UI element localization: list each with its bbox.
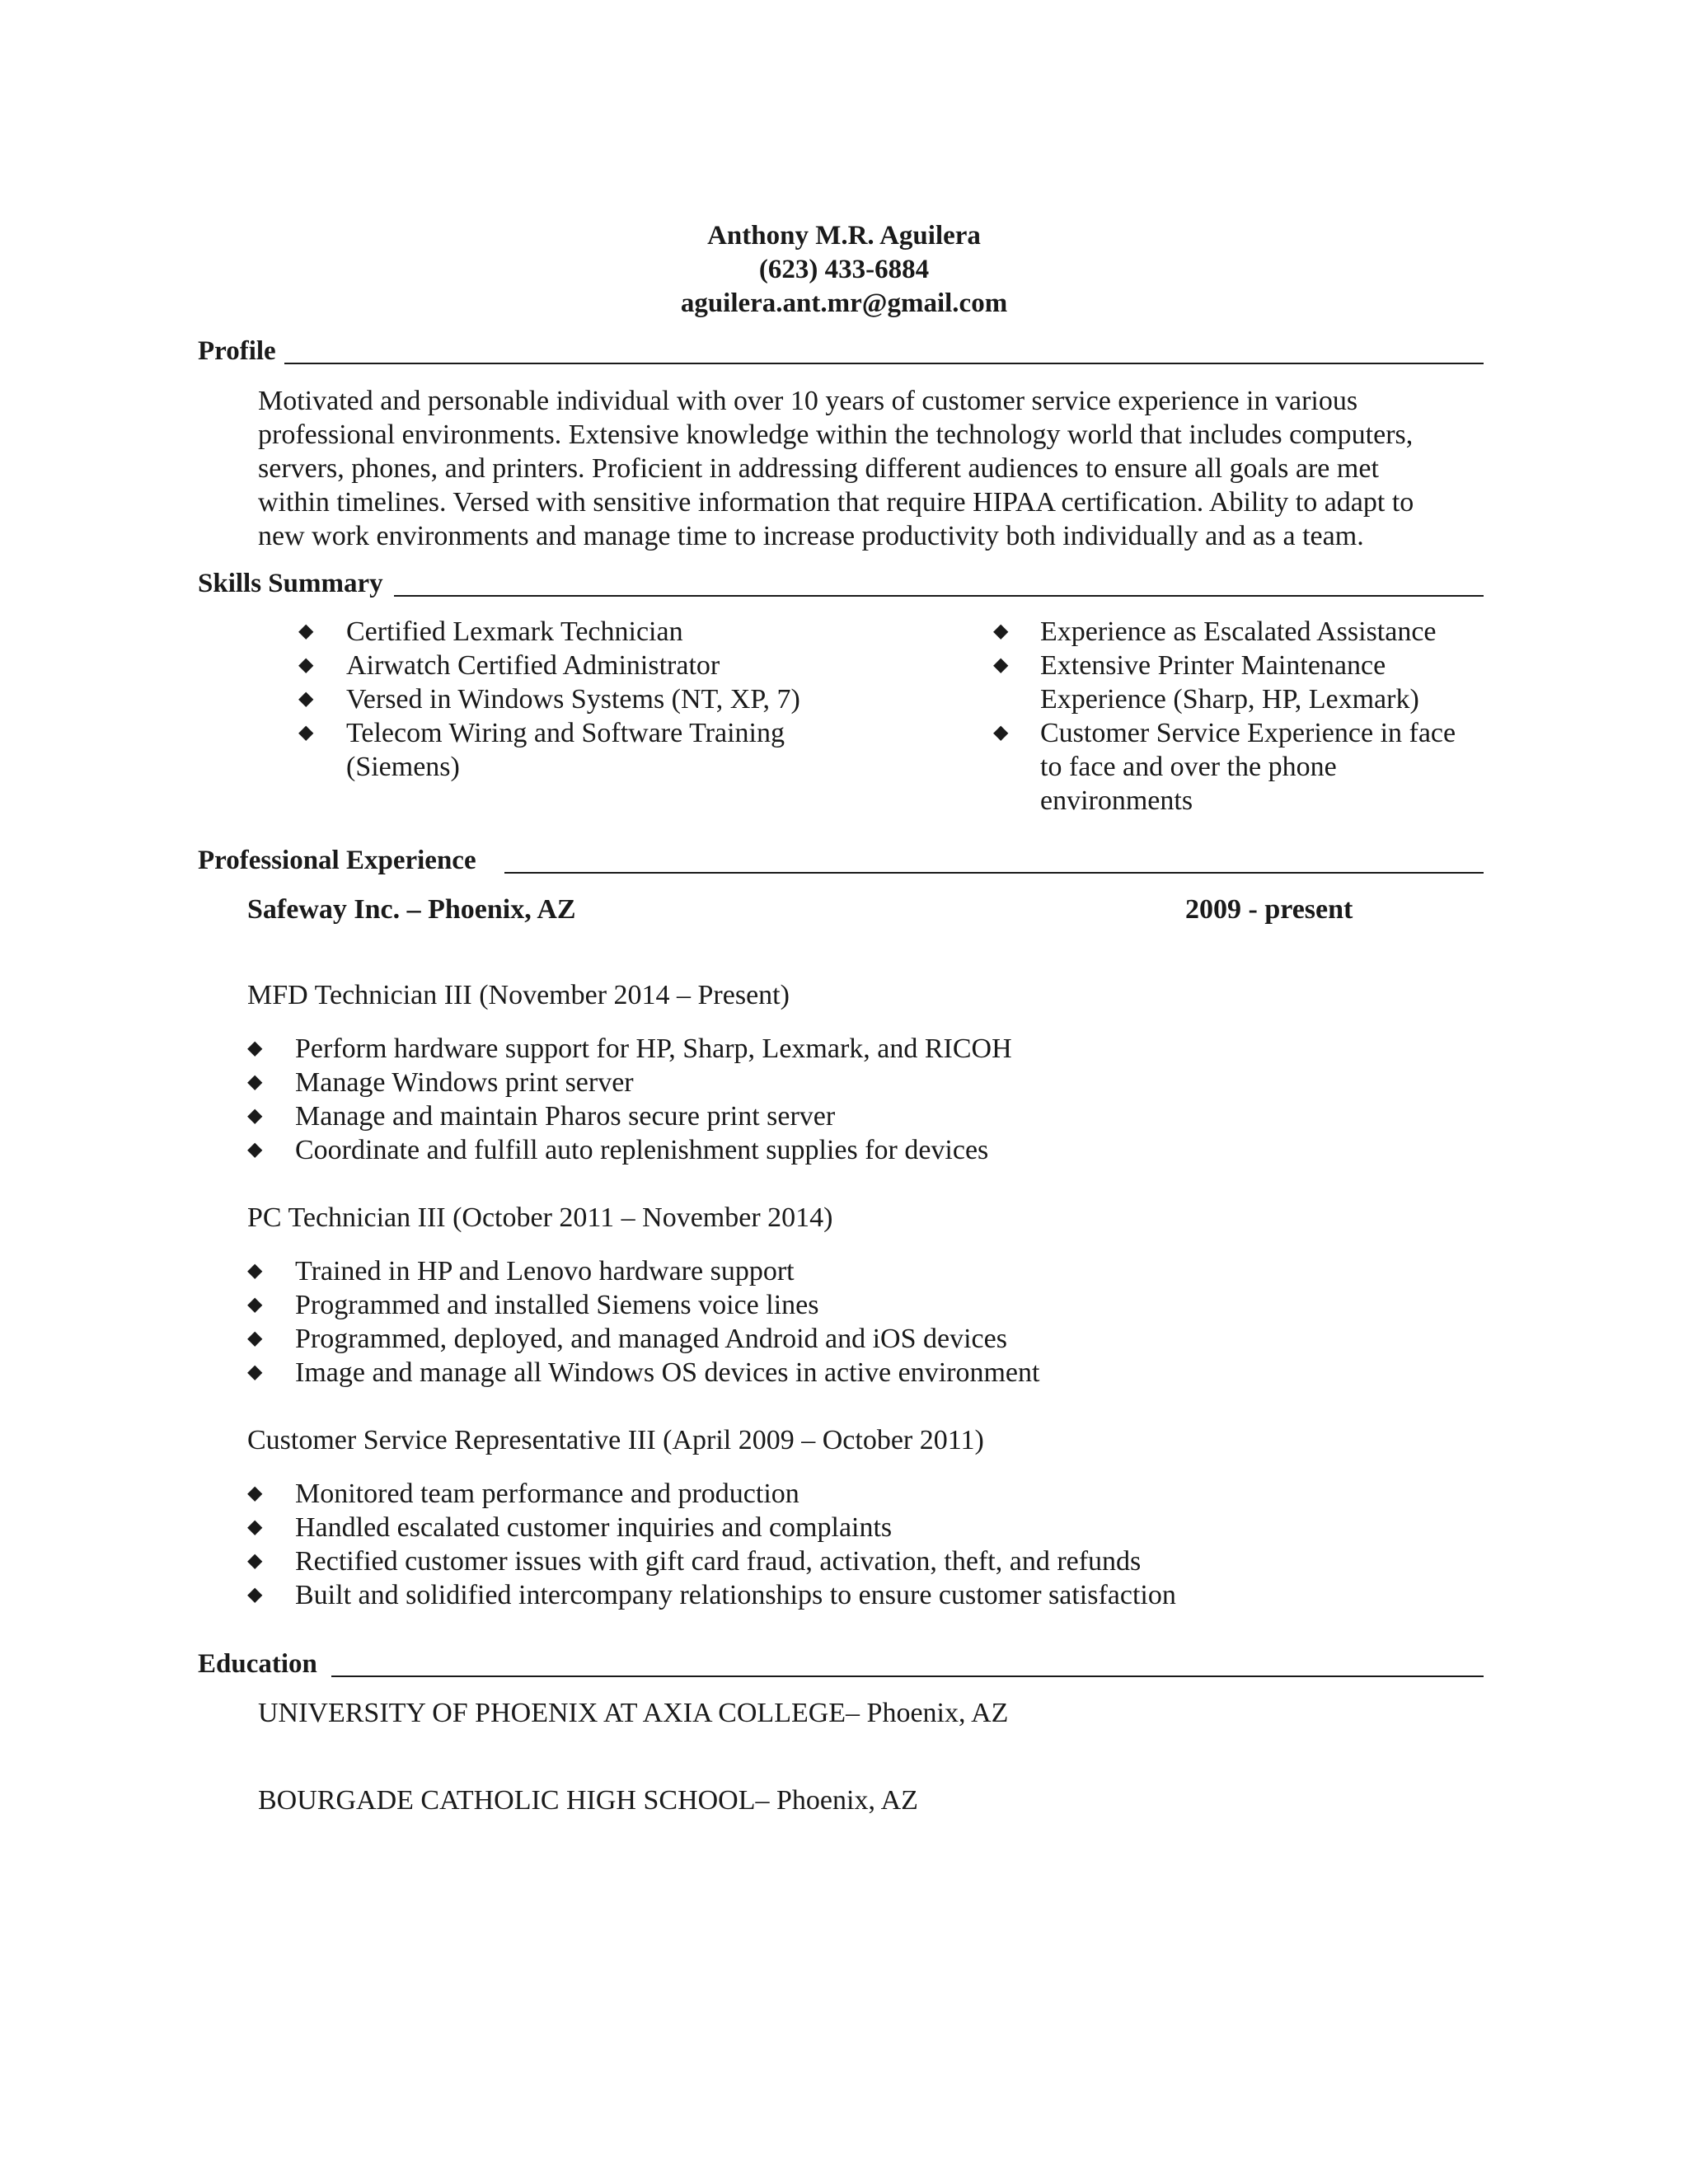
diamond-bullet-icon: ◆ (247, 1361, 263, 1383)
profile-line: within timelines. Versed with sensitive information that require HIPAA certification. Ability to adapt to (258, 487, 1414, 518)
company-name: Safeway Inc. – Phoenix, AZ (247, 894, 576, 925)
diamond-bullet-icon: ◆ (247, 1294, 263, 1315)
role-title: MFD Technician III (November 2014 – Present) (247, 980, 790, 1010)
school-name: BOURGADE CATHOLIC HIGH SCHOOL– Phoenix, AZ (258, 1785, 918, 1816)
school-name: UNIVERSITY OF PHOENIX AT AXIA COLLEGE– Phoenix, AZ (258, 1698, 1009, 1728)
profile-line: Motivated and personable individual with over 10 years of customer service experience in various (258, 386, 1358, 416)
diamond-bullet-icon: ◆ (247, 1139, 263, 1160)
skill-item: Extensive Printer Maintenance (1040, 650, 1386, 681)
role-bullet: Manage and maintain Pharos secure print server (295, 1101, 836, 1132)
role-bullet: Monitored team performance and production (295, 1479, 799, 1509)
role-bullet: Rectified customer issues with gift card fraud, activation, theft, and refunds (295, 1546, 1142, 1577)
profile-line: new work environments and manage time to increase productivity both individually and as a team. (258, 521, 1364, 551)
skill-item: Experience as Escalated Assistance (1040, 616, 1437, 647)
skills-divider (394, 595, 1484, 597)
role-bullet: Handled escalated customer inquiries and complaints (295, 1512, 893, 1543)
diamond-bullet-icon: ◆ (298, 621, 314, 642)
skill-item: Airwatch Certified Administrator (346, 650, 720, 681)
skill-item: to face and over the phone (1040, 752, 1337, 782)
profile-divider (284, 363, 1484, 364)
skill-item: Customer Service Experience in face (1040, 718, 1456, 748)
diamond-bullet-icon: ◆ (247, 1550, 263, 1572)
role-bullet: Trained in HP and Lenovo hardware support (295, 1256, 795, 1286)
role-bullet: Programmed and installed Siemens voice lines (295, 1290, 819, 1320)
role-title: PC Technician III (October 2011 – November 2014) (247, 1202, 833, 1233)
diamond-bullet-icon: ◆ (298, 722, 314, 743)
diamond-bullet-icon: ◆ (247, 1105, 263, 1127)
profile-heading: Profile (198, 336, 276, 366)
employment-dates: 2009 - present (1185, 894, 1353, 925)
diamond-bullet-icon: ◆ (298, 654, 314, 676)
role-bullet: Perform hardware support for HP, Sharp, Lexmark, and RICOH (295, 1033, 1012, 1064)
skill-item: environments (1040, 785, 1193, 816)
education-heading: Education (198, 1649, 317, 1679)
phone-number: (623) 433-6884 (758, 255, 930, 284)
skill-item: Versed in Windows Systems (NT, XP, 7) (346, 684, 800, 715)
profile-line: professional environments. Extensive knowledge within the technology world that includes computers, (258, 419, 1414, 450)
role-bullet: Built and solidified intercompany relationships to ensure customer satisfaction (295, 1580, 1176, 1610)
candidate-name: Anthony M.R. Aguilera (707, 221, 981, 251)
role-bullet: Image and manage all Windows OS devices in active environment (295, 1357, 1040, 1388)
education-divider (331, 1675, 1484, 1677)
diamond-bullet-icon: ◆ (247, 1260, 263, 1282)
role-bullet: Coordinate and fulfill auto replenishment supplies for devices (295, 1135, 989, 1165)
experience-heading: Professional Experience (198, 846, 476, 875)
diamond-bullet-icon: ◆ (247, 1584, 263, 1605)
diamond-bullet-icon: ◆ (247, 1038, 263, 1059)
diamond-bullet-icon: ◆ (993, 722, 1009, 743)
skill-item: Certified Lexmark Technician (346, 616, 683, 647)
role-bullet: Manage Windows print server (295, 1067, 634, 1098)
diamond-bullet-icon: ◆ (993, 654, 1009, 676)
skill-item: Telecom Wiring and Software Training (346, 718, 785, 748)
skill-item: Experience (Sharp, HP, Lexmark) (1040, 684, 1419, 715)
role-bullet: Programmed, deployed, and managed Android and iOS devices (295, 1324, 1007, 1354)
email-address: aguilera.ant.mr@gmail.com (680, 288, 1008, 318)
diamond-bullet-icon: ◆ (247, 1483, 263, 1504)
diamond-bullet-icon: ◆ (247, 1071, 263, 1093)
skill-item: (Siemens) (346, 752, 460, 782)
diamond-bullet-icon: ◆ (247, 1516, 263, 1538)
diamond-bullet-icon: ◆ (298, 688, 314, 710)
role-title: Customer Service Representative III (April 2009 – October 2011) (247, 1425, 984, 1455)
experience-divider (504, 872, 1484, 874)
diamond-bullet-icon: ◆ (993, 621, 1009, 642)
skills-heading: Skills Summary (198, 569, 383, 598)
profile-line: servers, phones, and printers. Proficient in addressing different audiences to ensure all goals are met (258, 453, 1379, 484)
diamond-bullet-icon: ◆ (247, 1328, 263, 1349)
